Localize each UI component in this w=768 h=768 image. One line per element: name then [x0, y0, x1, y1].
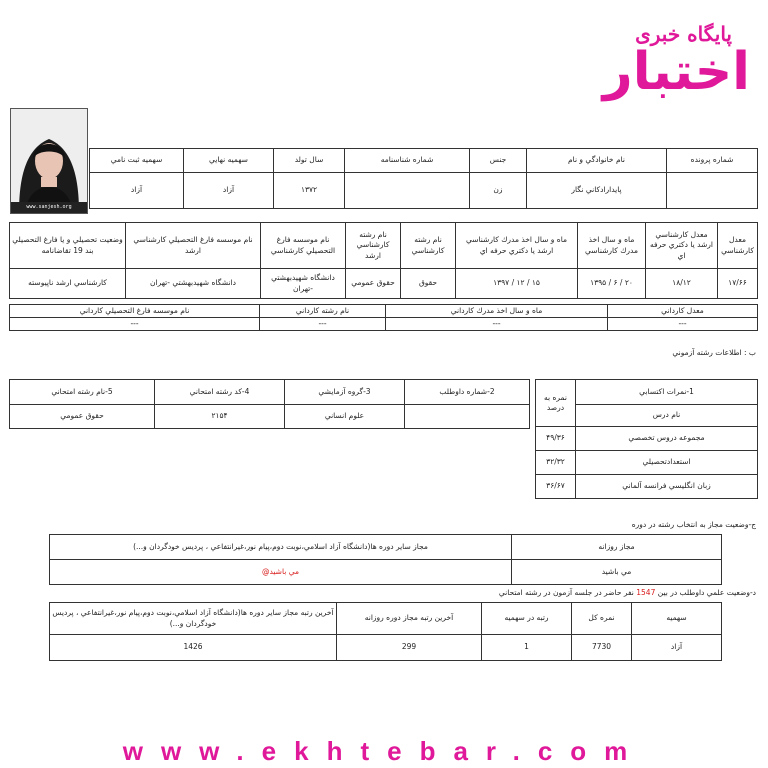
score-aptitude: ۳۲/۳۲ [536, 451, 576, 475]
section-d-prefix: د-وضعيت علمي داوطلب در بين [657, 588, 756, 597]
score-specialized-courses: ۴۹/۳۶ [536, 427, 576, 451]
header-master-institute: نام موسسه فارغ التحصيلي كارشناسي ارشد [126, 223, 261, 269]
header-registered-quota: سهميه ثبت نامي [90, 149, 184, 173]
candidate-photo [10, 108, 88, 214]
value-field-name: حقوق عمومي [10, 405, 155, 429]
header-education-status: وضعيت تحصيلي و يا فارغ التحصيلي بند 19 تقاضانامه [10, 223, 126, 269]
header-final-quota: سهميه نهايي [184, 149, 274, 173]
value-file-number [667, 173, 758, 209]
header-last-rank-daytime: آخرين رتبه مجاز دوره روزانه [337, 603, 482, 635]
value-last-rank-other: 1426 [50, 635, 337, 661]
value-daytime-eligible: مي باشيد [512, 560, 722, 585]
associate-degree-table [9, 304, 758, 331]
header-associate-field: نام رشته كارداني [260, 305, 386, 318]
ranking-table [49, 602, 722, 661]
value-master-institute: دانشگاه شهيدبهشتي -تهران [126, 269, 261, 299]
header-daytime-eligible: مجاز روزانه [512, 535, 722, 560]
value-master-field: حقوق عمومي [346, 269, 401, 299]
header-id-number: شماره شناسنامه [345, 149, 470, 173]
portrait-image [11, 109, 87, 213]
header-birth-year: سال تولد [274, 149, 345, 173]
header-bachelor-field: نام رشته كارشناسي [401, 223, 456, 269]
header-field-code: 4-كد رشته امتحاني [155, 380, 285, 405]
score-foreign-language: ۳۶/۶۷ [536, 475, 576, 499]
value-other-eligible: مي باشيد@ [50, 560, 512, 585]
header-master-gpa: معدل كارشناسي ارشد يا دكتري حرفه اي [646, 223, 718, 269]
site-logo-subtitle: پایگاه خبری [635, 22, 732, 46]
value-associate-gpa: --- [608, 318, 758, 331]
header-master-field: نام رشته كارشناسي ارشد [346, 223, 401, 269]
section-b-title: ب : اطلاعات رشته آزموني [672, 348, 756, 357]
header-associate-institute: نام موسسه فارغ التحصيلي كارداني [10, 305, 260, 318]
value-bachelor-institute: دانشگاه شهيدبهشتي -تهران [261, 269, 346, 299]
scores-table [535, 379, 758, 499]
value-exam-group: علوم انساني [285, 405, 405, 429]
header-percent-score: نمره به درصد [536, 380, 576, 427]
footer-website: www.ekhtebar.com [122, 736, 646, 766]
value-gender: زن [470, 173, 527, 209]
header-gender: جنس [470, 149, 527, 173]
section-d-suffix: نفر حاضر در جلسه آزمون در رشته امتحاني [498, 588, 634, 597]
header-bachelor-institute: نام موسسه فارغ التحصيلي كارشناسي [261, 223, 346, 269]
header-scores: 1-نمرات اكتسابي [576, 380, 758, 405]
value-associate-field: --- [260, 318, 386, 331]
value-master-date: ۱۵ / ۱۲ / ۱۳۹۷ [456, 269, 578, 299]
header-candidate-number: 2-شماره داوطلب [405, 380, 530, 405]
header-other-eligible: مجاز ساير دوره ها(دانشگاه آزاد اسلامي،نوبت دوم،پيام نور،غيرانتفاعي ، پرديس خودگردان و...) [50, 535, 512, 560]
site-logo: اختبار [602, 42, 750, 102]
value-full-name: پايدارادكاني نگار [527, 173, 667, 209]
value-bachelor-field: حقوق [401, 269, 456, 299]
header-quota: سهميه [632, 603, 722, 635]
header-bachelor-gpa: معدل كارشناسي [718, 223, 758, 269]
header-associate-gpa: معدل كارداني [608, 305, 758, 318]
value-rank-in-quota: 1 [482, 635, 572, 661]
value-quota: آزاد [632, 635, 722, 661]
photo-caption: www.sanjesh.org [11, 202, 87, 213]
value-candidate-number [405, 405, 530, 429]
value-id-number [345, 173, 470, 209]
personal-info-table [89, 148, 758, 209]
value-associate-institute: --- [10, 318, 260, 331]
value-total-score: 7730 [572, 635, 632, 661]
label-foreign-language: زبان انگليسي فرانسه آلماني [576, 475, 758, 499]
eligibility-table [49, 534, 722, 585]
participant-count: 1547 [636, 588, 656, 597]
value-bachelor-gpa: ۱۷/۶۶ [718, 269, 758, 299]
value-last-rank-daytime: 299 [337, 635, 482, 661]
header-exam-group: 3-گروه آزمايشي [285, 380, 405, 405]
section-c-title: ج-وضعيت مجاز به انتخاب رشته در دوره [631, 520, 756, 529]
exam-field-table [9, 379, 530, 429]
value-education-status: كارشناسي ارشد ناپيوسته [10, 269, 126, 299]
header-total-score: نمره كل [572, 603, 632, 635]
header-field-name: 5-نام رشته امتحاني [10, 380, 155, 405]
value-master-gpa: ۱۸/۱۲ [646, 269, 718, 299]
header-master-date: ماه و سال اخذ مدرك كارشناسي ارشد يا دكتري حرفه اي [456, 223, 578, 269]
value-associate-date: --- [386, 318, 608, 331]
header-last-rank-other: آخرين رتبه مجاز ساير دوره ها(دانشگاه آزاد اسلامي،نوبت دوم،پيام نور،غيرانتفاعي ، پرديس خودگردان و...) [50, 603, 337, 635]
header-file-number: شماره پرونده [667, 149, 758, 173]
value-birth-year: ۱۳۷۲ [274, 173, 345, 209]
value-registered-quota: آزاد [90, 173, 184, 209]
education-table [9, 222, 758, 299]
label-aptitude: استعدادتحصيلي [576, 451, 758, 475]
header-associate-date: ماه و سال اخذ مدرك كارداني [386, 305, 608, 318]
label-specialized-courses: مجموعه دروس تخصصي [576, 427, 758, 451]
value-final-quota: آزاد [184, 173, 274, 209]
header-rank-in-quota: رتبه در سهميه [482, 603, 572, 635]
label-course-name: نام درس [576, 405, 758, 427]
header-bachelor-date: ماه و سال اخذ مدرك كارشناسي [578, 223, 646, 269]
value-bachelor-date: ۲۰ / ۶ / ۱۳۹۵ [578, 269, 646, 299]
header-full-name: نام خانوادگي و نام [527, 149, 667, 173]
section-d-title [196, 588, 756, 597]
value-field-code: ۲۱۵۴ [155, 405, 285, 429]
